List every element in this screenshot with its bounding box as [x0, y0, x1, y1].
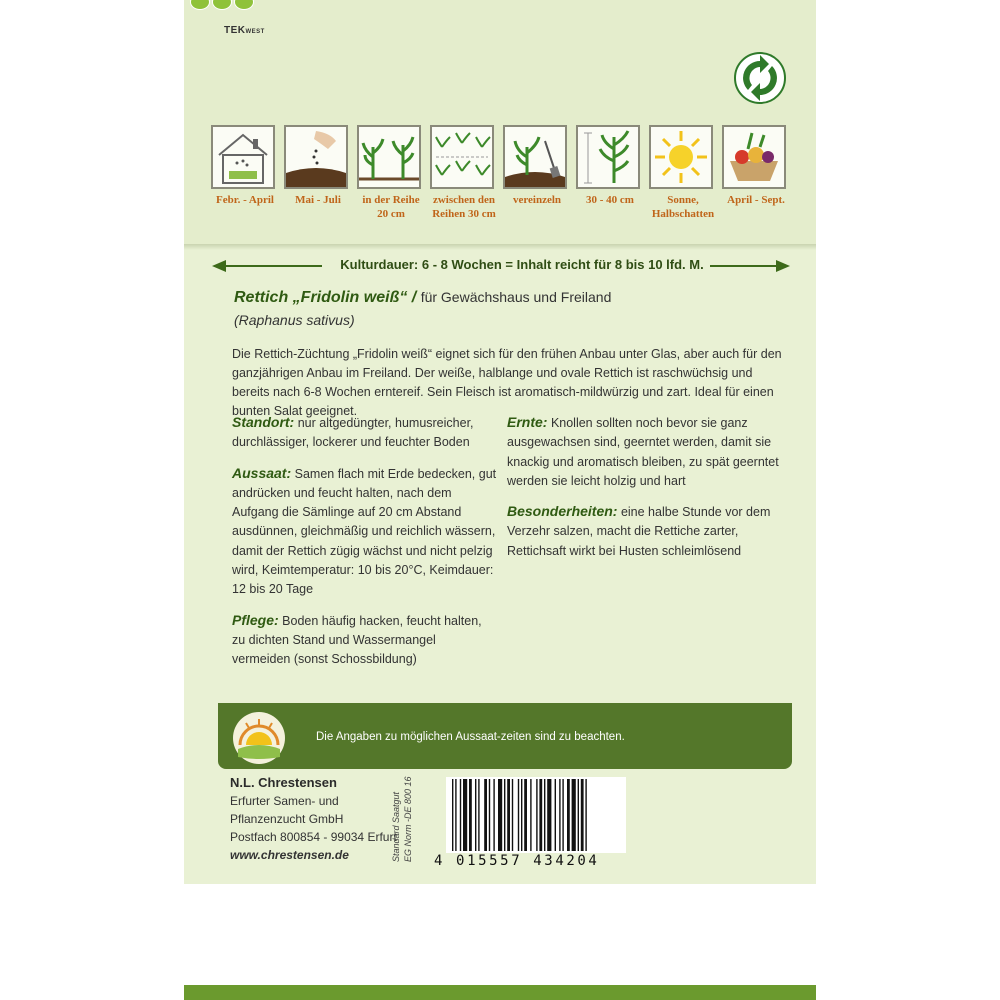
barcode-bar	[581, 779, 584, 851]
right-column	[507, 413, 792, 572]
icon-cell-height	[576, 125, 644, 207]
standard-line1: Standard Saatgut	[391, 791, 401, 862]
barcode-bar	[536, 779, 537, 851]
icon-label: April - Sept.	[727, 194, 785, 206]
icon-label: vereinzeln	[512, 194, 562, 206]
barcode-bar	[475, 779, 476, 851]
aussaat-text: Samen flach mit Erde bedecken, gut andrücken und feucht halten, nach dem Aufgang die Sämlinge auf 20 cm Abstand ausdünnen, gleichmäßig und reichlich wässern, damit der Rettich zügig wächst und nicht pelzig wird, Keimtemperatur: 10 bis 20°C, Keimdauer: 12 bis 20 Tage	[232, 466, 497, 597]
icon-label: Mai - Juli	[295, 194, 341, 206]
barcode-bar	[572, 779, 576, 851]
sunrise-seal-icon	[232, 711, 286, 765]
thinning-icon	[503, 125, 567, 189]
barcode-number: 4 015557 434204	[434, 853, 600, 869]
barcode-bar	[484, 779, 487, 851]
plant-height-icon	[576, 125, 640, 189]
barcode-bar	[562, 779, 563, 851]
icon-cell-outdoor	[284, 125, 352, 207]
ernte-heading: Ernte:	[507, 414, 548, 430]
barcode-bar	[512, 779, 513, 851]
icon-cell-row	[357, 125, 425, 221]
notice-text: Die Angaben zu möglichen Aussaat-zeiten sind zu beachten.	[316, 731, 625, 743]
barcode-bar	[530, 779, 531, 851]
barcode-bar	[504, 779, 505, 851]
icon-label: in der Reihe 20 cm	[362, 194, 420, 220]
barcode-bar	[478, 779, 479, 851]
icon-label: zwischen den Reihen 30 cm	[432, 194, 496, 220]
company-name: N.L. Chrestensen	[230, 775, 337, 790]
cultivation-icons	[211, 125, 791, 225]
besonderheiten-section	[507, 502, 792, 561]
icon-label: 30 - 40 cm	[586, 194, 634, 206]
barcode	[446, 777, 626, 853]
company-line1: Erfurter Samen- und	[230, 794, 339, 808]
barcode-bar	[489, 779, 490, 851]
tek-west-logo	[224, 25, 265, 36]
pflege-text: Boden häufig hacken, feucht halten, zu dichten Stand und Wassermangel vermeiden (sonst Schossbildung)	[232, 613, 482, 667]
barcode-bar	[469, 779, 472, 851]
barcode-bar	[559, 779, 560, 851]
barcode-bar	[452, 779, 453, 851]
barcode-bar	[498, 779, 502, 851]
barcode-bar	[455, 779, 456, 851]
barcode-bar	[524, 779, 527, 851]
tek-logo-suffix: WEST	[245, 29, 265, 35]
outdoor-sowing-icon	[284, 125, 348, 189]
standard-seed-label	[390, 776, 414, 862]
pflege-section	[232, 611, 497, 670]
icon-cell-greenhouse	[211, 125, 279, 207]
next-packet-strip	[184, 985, 816, 1000]
barcode-bar	[539, 779, 542, 851]
ernte-text: Knollen sollten noch bevor sie ganz ausgewachsen sind, geerntet werden, damit sie knackig und aromatisch bleiben, zu spät geerntet werden sie leicht holzig und hart	[507, 416, 779, 488]
gruener-punkt-icon	[734, 52, 786, 104]
aussaat-heading: Aussaat:	[232, 464, 292, 481]
pflege-heading: Pflege:	[232, 611, 279, 628]
greenhouse-sowing-icon	[211, 125, 275, 189]
standard-line2: EG Norm -DE 800 16	[403, 776, 413, 862]
seed-packet-back	[184, 0, 816, 884]
icon-label: Febr. - April	[216, 194, 274, 206]
aussaat-section	[232, 464, 497, 600]
company-line2: Pflanzenzucht GmbH	[230, 812, 344, 826]
ernte-section	[507, 413, 792, 491]
product-title	[234, 289, 611, 307]
arrow-left-icon	[212, 259, 322, 273]
product-subtitle: für Gewächshaus und Freiland	[420, 289, 612, 305]
product-description: Die Rettich-Züchtung „Fridolin weiß“ eignet sich für den frühen Anbau unter Glas, aber auch für den ganzjährigen Anbau im Freiland. Der weiße, halblange und ovale Rettich ist raschwüchsig und bereits nach 6-8 Wochen erntereif. Sein Fleisch ist aromatisch-mildwürzig und zart. Ideal für einen bunten Salat geeignet.	[232, 347, 782, 418]
company-line3: Postfach 800854 - 99034 Erfurt	[230, 830, 397, 844]
arrow-right-icon	[710, 259, 790, 273]
icon-cell-harvest	[722, 125, 790, 207]
standort-heading: Standort:	[232, 414, 295, 430]
barcode-bar	[493, 779, 494, 851]
tek-dots-icon	[190, 0, 256, 15]
left-column	[232, 413, 497, 681]
company-address	[230, 774, 397, 864]
barcode-bar	[460, 779, 461, 851]
icon-cell-between-rows	[430, 125, 498, 221]
culture-duration	[212, 257, 790, 277]
barcode-bar	[544, 779, 545, 851]
panel-divider	[184, 244, 816, 250]
standort-section	[232, 413, 497, 453]
tek-logo-text: TEK	[224, 25, 246, 36]
besonderheiten-text: eine halbe Stunde vor dem Verzehr salzen, macht die Rettiche zarter, Rettichsaft wirkt bei Husten schleimlösend	[507, 505, 771, 558]
standort-text: nur altgedüngter, humusreicher, durchlässiger, lockerer und feuchter Boden	[232, 416, 474, 450]
icon-cell-thinning	[503, 125, 571, 207]
besonderheiten-heading: Besonderheiten:	[507, 503, 618, 520]
product-name: Rettich „Fridolin weiß“	[234, 289, 408, 306]
barcode-bar	[463, 779, 467, 851]
barcode-bar	[518, 779, 519, 851]
barcode-background	[446, 777, 626, 853]
between-rows-icon	[430, 125, 494, 189]
icon-cell-sun	[649, 125, 717, 221]
barcode-bar	[521, 779, 522, 851]
company-website: www.chrestensen.de	[230, 848, 349, 862]
barcode-bar	[567, 779, 570, 851]
latin-name: (Raphanus sativus)	[234, 312, 355, 328]
culture-duration-text: Kulturdauer: 6 - 8 Wochen = Inhalt reicht für 8 bis 10 lfd. M.	[340, 257, 704, 272]
title-separator: /	[407, 289, 421, 306]
icon-label: Sonne, Halbschatten	[651, 194, 715, 220]
barcode-bar	[585, 779, 586, 851]
barcode-bar	[555, 779, 556, 851]
barcode-bar	[507, 779, 510, 851]
barcode-bar	[578, 779, 579, 851]
sowing-notice-banner	[218, 703, 792, 769]
row-spacing-icon	[357, 125, 421, 189]
barcode-bar	[547, 779, 551, 851]
sun-icon	[649, 125, 713, 189]
harvest-basket-icon	[722, 125, 786, 189]
